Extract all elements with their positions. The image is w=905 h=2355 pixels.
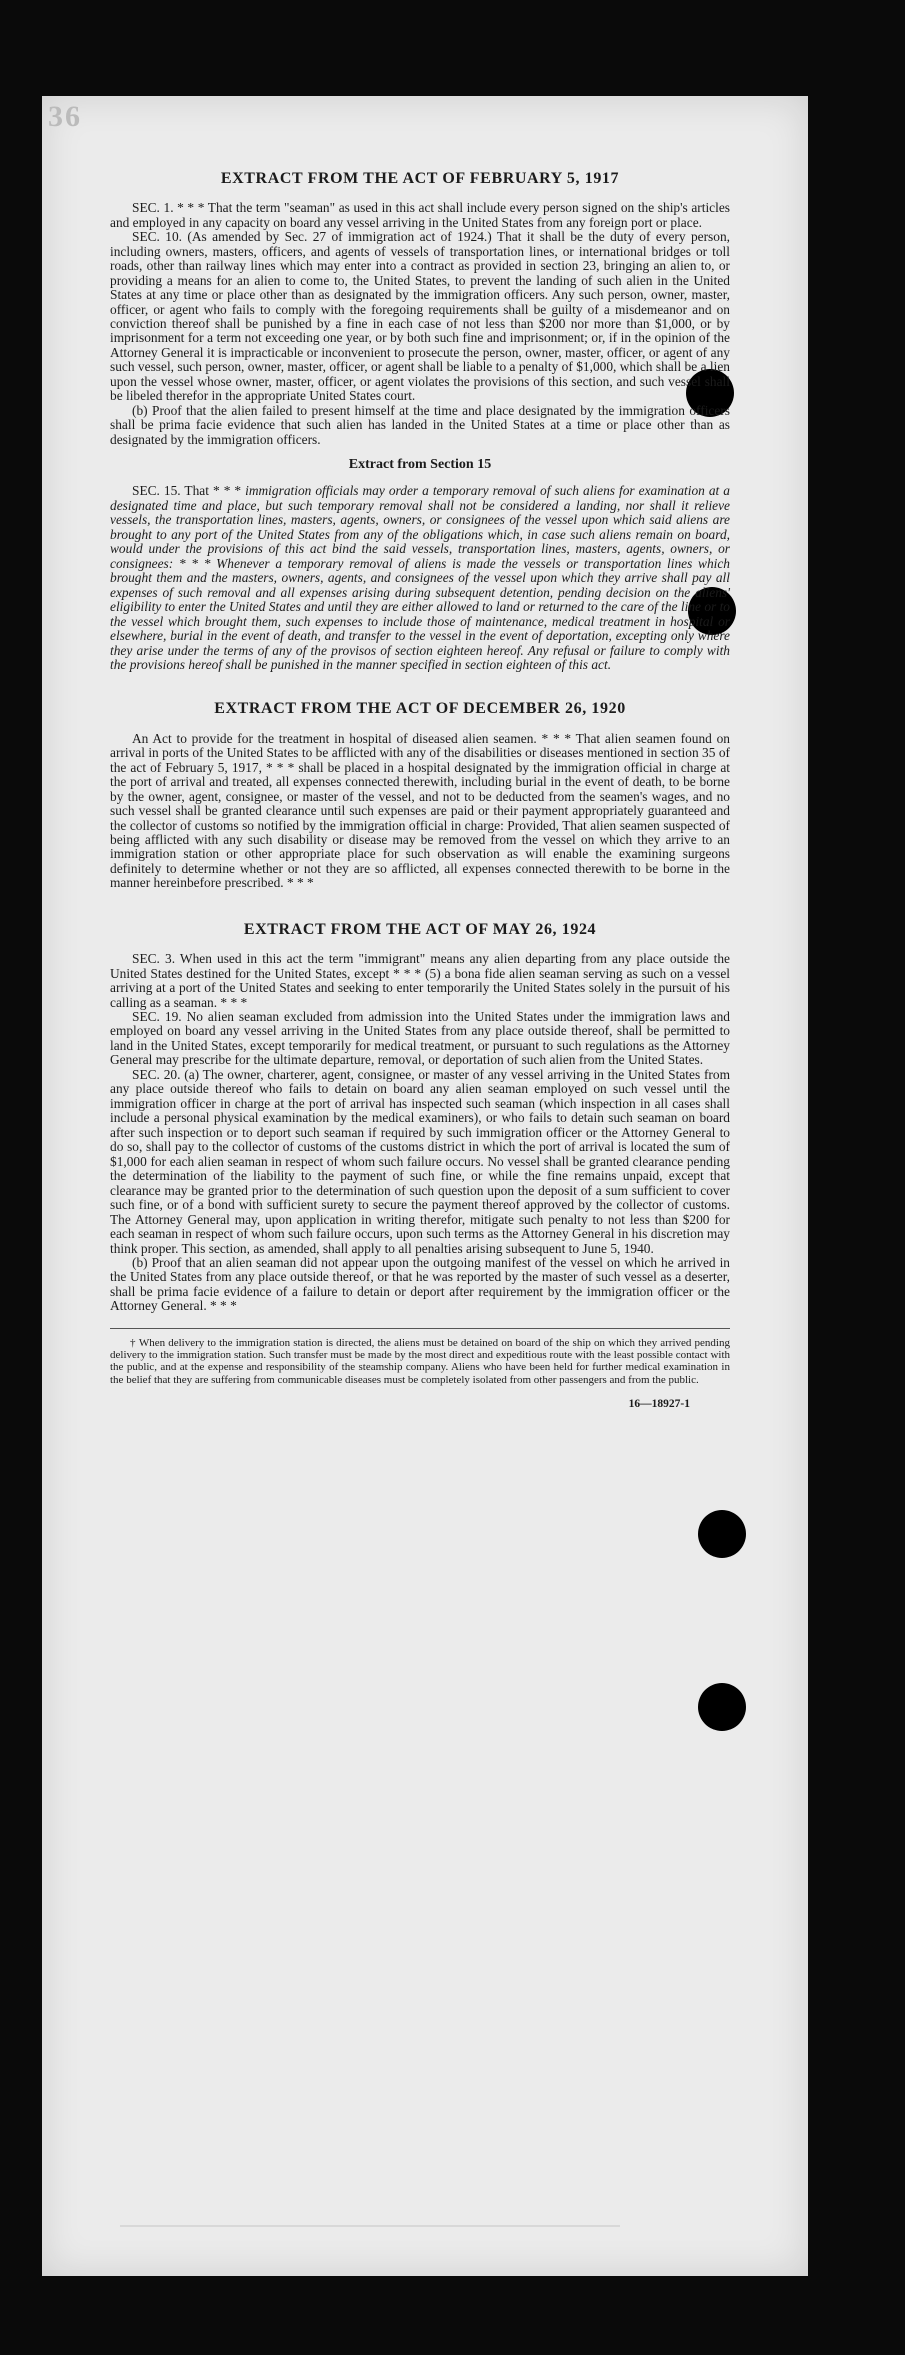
section-heading: EXTRACT FROM THE ACT OF MAY 26, 1924 — [243, 920, 597, 938]
paragraph: An Act to provide for the treatment in hospital of diseased alien seamen. * * * That alien seamen found on arrival in ports of the United States to be afflicted with any of the disabilities or diseases mentioned in section 35 of the act of February 5, 1917, * * * shall be placed in a hospital designated by the immigration official in charge at the port of arrival and treated, all expenses connected therewith, including burial in the event of death, to be borne by the owner, agent, consignee, or master of the vessel, and not to be deducted from the seamen's wages, and no such vessel shall be granted clearance until such expenses are paid or their payment appropriately guaranteed and the collector of customs so notified by the immigration official in charge: Provided, That alien seamen suspected of being afflicted with any such disability or disease may be removed from the vessel on which they arrive to an immigration station or other appropriate place for such observation as will enable the examining surgeons definitely to determine whether or not they are so afflicted, all expenses connected therewith to be borne in the manner hereinbefore prescribed. * * * — [110, 730, 730, 891]
punch-hole — [698, 1510, 746, 1558]
paragraph: SEC. 19. No alien seaman excluded from admission into the United States under the immigration laws and employed on board any vessel arriving in the United States from any place outside thereof, shall be permitted to land in the United States, except temporarily for medical treatment, or pursuant to such regulations as the Attorney General may prescribe for the ultimate departure, removal, or deportation of such alien from the United States. — [110, 1009, 730, 1068]
italic-text: immigration officials may order a temporary removal of such aliens for examination at a designated time and place, but such temporary removal shall not be considered a landing, nor shall it relieve vessels, the transportation lines, masters, agents, owners, or consignees of the vessel upon which said aliens are brought to any port of the United States from any of the obligations which, in case such aliens remain on board, would under the provisions of this act bind the said vessels, transportation lines, masters, agents, owners, or consignees: * * * Whenever a temporary removal of aliens is made the vessels or transportation lines which brought them and the masters, owners, agents, and consignees of the vessel upon which they arrive shall pay all expenses of such removal and all expenses arising during subsequent detention, pending decision on the aliens' eligibility to enter the United States and until they are either allowed to land or returned to the care of the line or to the vessel which brought them, such expenses to include those of maintenance, medical treatment in hospital or elsewhere, burial in the event of death, and transfer to the vessel in the event of deportation, excepting only where they arise under the terms of any of the provisos of section eighteen hereof. Any refusal or failure to comply with the provisions hereof shall be punished in the manner specified in section eighteen of this act. — [110, 483, 730, 672]
subheading: Extract from Section 15 — [348, 457, 492, 473]
print-code: 16—18927-1 — [628, 1398, 690, 1411]
section-heading: EXTRACT FROM THE ACT OF DECEMBER 26, 1920 — [214, 700, 626, 718]
paragraph: (b) Proof that the alien failed to present himself at the time and place designated by the immigration officers shall be prima facie evidence that such alien has landed in the United States at a time or place other than as designated by the immigration officers. — [110, 402, 730, 447]
paragraph — [110, 484, 730, 672]
corner-mark: 36 — [48, 100, 82, 133]
paragraph: SEC. 3. When used in this act the term "immigrant" means any alien departing from any place outside the United States destined for the United States, except * * * (5) a bona fide alien seaman serving as such on a vessel arriving at a port of the United States and seeking to enter temporarily the United States solely in the pursuit of his calling as a seaman. * * * — [110, 951, 730, 1010]
section-lead: SEC. 15. That * * * — [132, 483, 242, 499]
section-heading: EXTRACT FROM THE ACT OF FEBRUARY 5, 1917 — [220, 170, 620, 187]
faded-line — [120, 2225, 620, 2227]
footnote: † When delivery to the immigration station is directed, the aliens must be detained on board of the ship on which they arrived pending delivery to the immigration station. Such transfer must be made by the most direct and expeditious route with the least possible contact with the public, and at the expense and responsibility of the steamship company. Aliens who have been held for further medical examination in the belief that they are suffering from communicable diseases must be completely isolated from other passengers and from the public. — [110, 1336, 730, 1386]
paragraph: SEC. 1. * * * That the term "seaman" as used in this act shall include every person signed on the ship's articles and employed in any capacity on board any vessel arriving in the United States from any foreign port or place. — [110, 200, 730, 230]
divider — [110, 1328, 730, 1329]
paragraph: (b) Proof that an alien seaman did not appear upon the outgoing manifest of the vessel on which he arrived in the United States from any place outside thereof, or that he was reported by the master of such vessel as a deserter, shall be prima facie evidence of a failure to detain or deport after requirement by the immigration officer or the Attorney General. * * * — [110, 1254, 730, 1314]
paragraph: SEC. 20. (a) The owner, charterer, agent, consignee, or master of any vessel arriving in the United States from any place outside thereof who fails to detain on board any alien seaman employed on such vessel until the immigration officer in charge at the port of arrival has inspected such seaman (which inspection in all cases shall include a personal physical examination by the medical examiners), or who fails to detain such seaman on board after such inspection or to deport such seaman if required by such immigration officer or the Attorney General to do so, shall pay to the collector of customs of the customs district in which the port of arrival is located the sum of $1,000 for each alien seaman in respect of whom such failure occurs. No vessel shall be granted clearance pending the determination of the liability to the payment of such fine, or while the fine remains unpaid, except that clearance may be granted prior to the determination of such question upon the deposit of a sum sufficient to cover such fine, or of a bond with sufficient surety to secure the payment thereof approved by the collector of customs. The Attorney General may, upon application in writing therefor, mitigate such penalty to not less than $200 for each seaman in respect of whom such failure occurs, upon such terms as the Attorney General in his discretion may think proper. This section, as amended, shall apply to all penalties arising subsequent to June 5, 1940. — [110, 1066, 730, 1256]
punch-hole — [698, 1683, 746, 1731]
paragraph: SEC. 10. (As amended by Sec. 27 of immigration act of 1924.) That it shall be the duty of every person, including owners, masters, officers, and agents of vessels of transportation lines, or international bridges or toll roads, other than railway lines which may enter into a contract as provided in section 23, bringing an alien to, or providing a means for an alien to come to, the United States, to prevent the landing of such alien in the United States at any time or place other than as designated by the immigration officers. Any such person, owner, master, officer, or agent who fails to comply with the foregoing requirements shall be guilty of a misdemeanor and on conviction thereof shall be punished by a fine in each case of not less than $200 nor more than $1,000, or by imprisonment for a term not exceeding one year, or by both such fine and imprisonment; or, if in the opinion of the Attorney General it is impracticable or inconvenient to prosecute the person, owner, master, officer, or agent of any such vessel, such person, owner, master, officer, or agent shall be liable to a penalty of $1,000, which shall be a lien upon the vessel whose owner, master, officer, or agent violates the provisions of this section, and such vessel shall be libeled therefor in the appropriate United States court. — [110, 229, 730, 404]
document-body — [110, 170, 730, 1411]
